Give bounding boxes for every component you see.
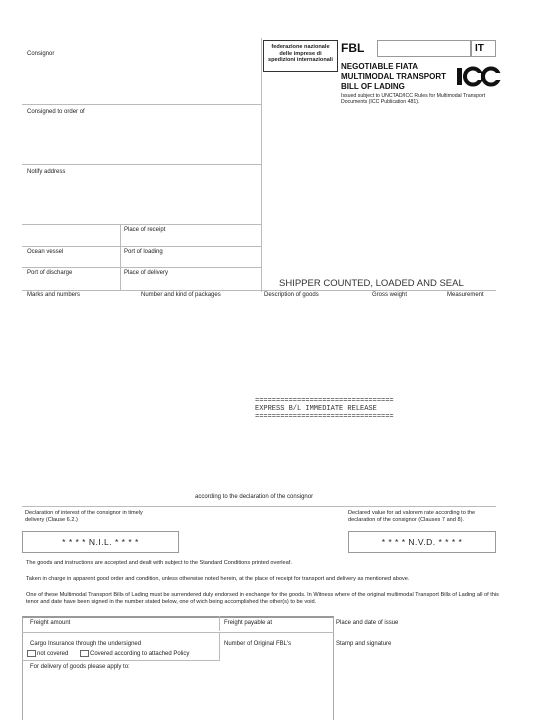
freight-amount-label: Freight amount — [30, 620, 71, 626]
col-measurement: Measurement — [447, 292, 484, 298]
declarations-divider — [22, 506, 496, 507]
consignor-label: Consignor — [27, 51, 55, 57]
country-code-box — [471, 40, 496, 57]
interest-value: * * * * N.I.L. * * * * — [62, 537, 139, 547]
title-line-2: MULTIMODAL TRANSPORT — [341, 72, 447, 81]
freight-payable-label: Freight payable at — [224, 620, 273, 626]
country-code: IT — [475, 43, 484, 54]
declared-value-field[interactable] — [348, 531, 496, 553]
express-dashes-bottom: ================================= — [255, 413, 394, 421]
consigned-label: Consigned to order of — [27, 109, 85, 115]
original-count-label: Number of Original FBL's — [224, 641, 292, 647]
divider — [22, 267, 261, 268]
place-date-issue-label: Place and date of issue — [336, 620, 399, 626]
divider — [22, 104, 261, 105]
covered-option[interactable] — [80, 650, 189, 657]
port-of-loading-label: Port of loading — [124, 249, 163, 255]
subtitle: Issued subject to UNCTAD/ICC Rules for Multimodal Transport Documents (ICC Publication 481). — [341, 93, 486, 105]
not-covered-option[interactable] — [27, 650, 68, 657]
col-gross-weight: Gross weight — [372, 292, 408, 298]
notify-label: Notify address — [27, 169, 66, 175]
col-packages: Number and kind of packages — [141, 292, 221, 298]
vertical-divider-top — [261, 38, 262, 290]
terms-paragraph-2: Taken in charge in apparent good order and condition, unless otherwise noted herein, at the place of receipt for transport and delivery as mentioned above. — [26, 576, 410, 582]
divider — [22, 660, 220, 661]
icc-logo — [456, 66, 502, 88]
cargo-header-divider — [22, 290, 496, 291]
icc-logo-icon — [456, 66, 502, 88]
divider — [22, 246, 261, 247]
covered-checkbox[interactable] — [80, 650, 89, 657]
declared-value: * * * * N.V.D. * * * * — [381, 537, 463, 547]
divider — [219, 632, 220, 661]
fiata-org-text: federazione nazionale delle imprese di spedizioni internazionali — [268, 44, 333, 64]
declaration-note: according to the declaration of the consignor — [195, 494, 314, 500]
covered-label: Covered according to attached Policy — [90, 651, 190, 658]
document-title — [341, 62, 446, 92]
divider — [22, 224, 261, 225]
place-of-delivery-label: Place of delivery — [124, 270, 169, 276]
terms-paragraph-1: The goods and instructions are accepted and dealt with subject to the Standard Conditions printed overleaf. — [26, 560, 292, 566]
cargo-insurance-label: Cargo Insurance through the undersigned — [30, 641, 142, 647]
declared-value-label: Declared value for ad valorem rate according to the declaration of the consignor (Clauses 7 and 8). — [348, 510, 476, 523]
divider — [261, 290, 262, 292]
express-release-text: EXPRESS B/L IMMEDIATE RELEASE — [255, 405, 377, 413]
stamp-signature-label: Stamp and signature — [336, 641, 392, 647]
not-covered-checkbox[interactable] — [27, 650, 36, 657]
fbl-number-field[interactable] — [377, 40, 471, 57]
express-release-stamp — [255, 397, 394, 421]
col-marks-numbers: Marks and numbers — [27, 292, 81, 298]
terms-paragraph-3: One of these Multimodal Transport Bills of Lading must be surrendered duly endorsed in exchange for the goods. In Witness where of the original multimodal Transport Bills of Lading all of this tenor and date have been signed in the number stated below, one of wich being accomplished the other(s) to be void. — [26, 592, 499, 605]
ocean-vessel-label: Ocean vessel — [27, 249, 64, 255]
divider — [219, 616, 220, 631]
fiata-org-box — [263, 40, 338, 72]
delivery-apply-label: For delivery of goods please apply to: — [30, 664, 130, 670]
col-description: Description of goods — [264, 292, 319, 298]
shipper-statement: SHIPPER COUNTED, LOADED AND SEAL — [279, 278, 464, 289]
fbl-label: FBL — [341, 41, 365, 55]
divider — [22, 632, 334, 633]
interest-value-field[interactable] — [22, 531, 179, 553]
interest-declaration-label: Declaration of interest of the consignor in timely delivery (Clause 6.2.) — [25, 510, 143, 523]
title-line-3: BILL OF LADING — [341, 82, 405, 91]
vertical-divider-routing — [120, 224, 121, 290]
not-covered-label: not covered — [37, 651, 69, 658]
title-line-1: NEGOTIABLE FIATA — [341, 62, 419, 71]
express-dashes-top: ================================= — [255, 397, 394, 405]
port-of-discharge-label: Port of discharge — [27, 270, 73, 276]
place-of-receipt-label: Place of receipt — [124, 227, 166, 233]
divider — [22, 164, 261, 165]
